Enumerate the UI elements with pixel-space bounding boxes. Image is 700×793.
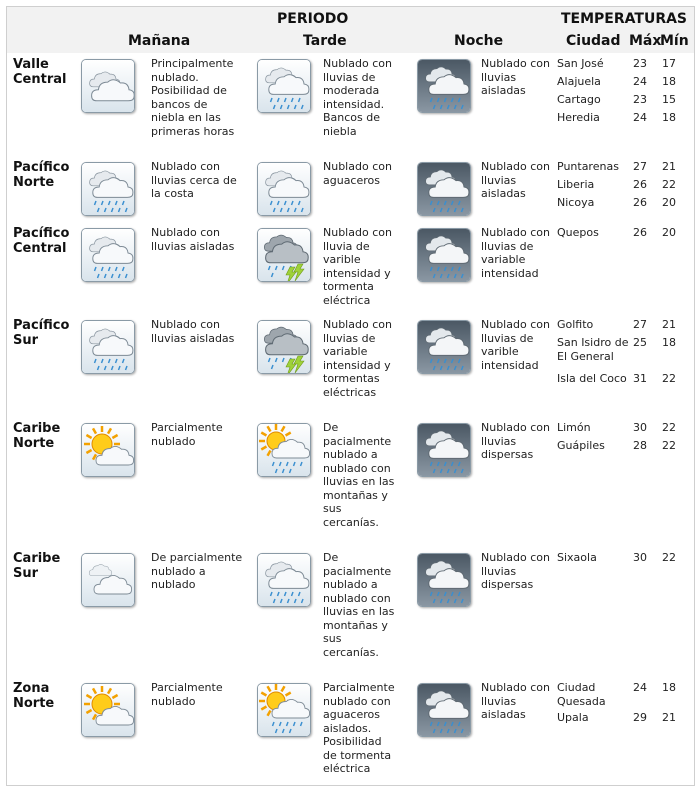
tarde-forecast-text: Nublado con aguaceros xyxy=(323,160,392,187)
min-temp: 22 xyxy=(662,421,676,434)
max-temp: 27 xyxy=(633,318,647,331)
city-name: Alajuela xyxy=(557,75,601,88)
storm-icon xyxy=(257,320,311,374)
min-temp: 21 xyxy=(662,160,676,173)
max-temp: 29 xyxy=(633,711,647,724)
noche-forecast-text: Nublado con lluvias aisladas xyxy=(481,160,550,200)
max-temp: 27 xyxy=(633,160,647,173)
region-name: Valle Central xyxy=(13,57,67,87)
manana-forecast-text: Nublado con lluvias aisladas xyxy=(151,226,235,253)
noche-forecast-text: Nublado con lluvias de variable intensidad xyxy=(481,226,550,280)
cloudy-icon xyxy=(81,59,135,113)
region-name: Caribe Sur xyxy=(13,551,61,581)
city-name: Upala xyxy=(557,711,589,724)
max-temp: 26 xyxy=(633,226,647,239)
min-temp: 20 xyxy=(662,226,676,239)
min-temp: 15 xyxy=(662,93,676,106)
max-temp: 30 xyxy=(633,421,647,434)
min-temp: 22 xyxy=(662,372,676,385)
min-temp: 22 xyxy=(662,178,676,191)
tarde-forecast-text: Nublado con lluvias de moderada intensidad. Bancos de niebla xyxy=(323,57,392,138)
city-name: Cartago xyxy=(557,93,601,106)
min-temp: 18 xyxy=(662,111,676,124)
tarde-forecast-text: Nublado con lluvia de varible intensidad y tormenta eléctrica xyxy=(323,226,392,307)
max-temp: 31 xyxy=(633,372,647,385)
noche-forecast-text: Nublado con lluvias aisladas xyxy=(481,681,550,721)
region-name: Zona Norte xyxy=(13,681,55,711)
night-cloud-rain-icon xyxy=(417,59,471,113)
max-temp: 24 xyxy=(633,681,647,694)
max-temp: 24 xyxy=(633,75,647,88)
night-cloud-rain-icon xyxy=(417,423,471,477)
tarde-forecast-text: De pacialmente nublado a nublado con lluvias en las montañas y sus cercanías. xyxy=(323,421,395,529)
tarde-forecast-text: Nublado con lluvias de variable intensidad y tormentas eléctricas xyxy=(323,318,392,399)
noche-forecast-text: Nublado con lluvias dispersas xyxy=(481,551,550,591)
max-temp: 25 xyxy=(633,336,647,349)
sun-cloud-rain-icon xyxy=(257,423,311,477)
manana-forecast-text: Parcialmente nublado xyxy=(151,681,223,708)
noche-forecast-text: Nublado con lluvias de varible intensidad xyxy=(481,318,550,372)
min-temp: 18 xyxy=(662,75,676,88)
min-header: Mín xyxy=(660,33,689,49)
min-temp: 22 xyxy=(662,439,676,452)
tarde-forecast-text: Parcialmente nublado con aguaceros aislados. Posibilidad de tormenta eléctrica xyxy=(323,681,395,775)
region-name: Caribe Norte xyxy=(13,421,61,451)
manana-forecast-text: Nublado con lluvias cerca de la costa xyxy=(151,160,237,200)
noche-forecast-text: Nublado con lluvias dispersas xyxy=(481,421,550,461)
min-temp: 21 xyxy=(662,711,676,724)
max-temp: 28 xyxy=(633,439,647,452)
night-cloud-rain-icon xyxy=(417,228,471,282)
min-temp: 17 xyxy=(662,57,676,70)
periodo-header: PERIODO xyxy=(277,11,349,27)
tarde-header: Tarde xyxy=(303,33,347,49)
noche-forecast-text: Nublado con lluvias aisladas xyxy=(481,57,550,97)
city-name: Liberia xyxy=(557,178,595,191)
night-cloud-rain-icon xyxy=(417,683,471,737)
manana-forecast-text: Principalmente nublado. Posibilidad de bancos de niebla en las primeras horas xyxy=(151,57,235,138)
cloud-rain-icon xyxy=(81,228,135,282)
city-name: Ciudad Quesada xyxy=(557,681,606,708)
manana-forecast-text: Parcialmente nublado xyxy=(151,421,223,448)
night-cloud-rain-icon xyxy=(417,553,471,607)
city-name: Guápiles xyxy=(557,439,605,452)
region-name: Pacífico Sur xyxy=(13,318,70,348)
night-cloud-rain-icon xyxy=(417,320,471,374)
light-cloud-icon xyxy=(81,553,135,607)
tarde-forecast-text: De pacialmente nublado a nublado con lluvias en las montañas y sus cercanías. xyxy=(323,551,395,659)
max-temp: 26 xyxy=(633,178,647,191)
city-name: Heredia xyxy=(557,111,600,124)
city-name: Sixaola xyxy=(557,551,597,564)
storm-icon xyxy=(257,228,311,282)
min-temp: 20 xyxy=(662,196,676,209)
manana-forecast-text: De parcialmente nublado a nublado xyxy=(151,551,243,591)
night-cloud-rain-icon xyxy=(417,162,471,216)
min-temp: 18 xyxy=(662,681,676,694)
city-name: San José xyxy=(557,57,604,70)
cloud-rain-icon xyxy=(81,162,135,216)
manana-header: Mañana xyxy=(128,33,191,49)
cloud-rain-icon xyxy=(257,553,311,607)
max-temp: 24 xyxy=(633,111,647,124)
sun-cloud-icon xyxy=(81,683,135,737)
cloud-rain-icon xyxy=(257,162,311,216)
region-name: Pacífico Norte xyxy=(13,160,70,190)
temperaturas-header: TEMPERATURAS xyxy=(561,11,688,27)
manana-forecast-text: Nublado con lluvias aisladas xyxy=(151,318,235,345)
ciudad-header: Ciudad xyxy=(566,33,621,49)
cloud-rain-icon xyxy=(81,320,135,374)
max-temp: 30 xyxy=(633,551,647,564)
city-name: Quepos xyxy=(557,226,599,239)
city-name: Nicoya xyxy=(557,196,595,209)
city-name: Limón xyxy=(557,421,591,434)
forecast-table xyxy=(6,6,695,786)
city-name: Puntarenas xyxy=(557,160,619,173)
noche-header: Noche xyxy=(454,33,504,49)
max-temp: 23 xyxy=(633,93,647,106)
min-temp: 21 xyxy=(662,318,676,331)
min-temp: 18 xyxy=(662,336,676,349)
max-temp: 23 xyxy=(633,57,647,70)
city-name: San Isidro de El General xyxy=(557,336,629,363)
sun-cloud-rain-icon xyxy=(257,683,311,737)
sun-cloud-icon xyxy=(81,423,135,477)
city-name: Golfito xyxy=(557,318,594,331)
region-name: Pacífico Central xyxy=(13,226,70,256)
max-header: Máx xyxy=(629,33,662,49)
city-name: Isla del Coco xyxy=(557,372,627,385)
min-temp: 22 xyxy=(662,551,676,564)
max-temp: 26 xyxy=(633,196,647,209)
cloud-rain-icon xyxy=(257,59,311,113)
